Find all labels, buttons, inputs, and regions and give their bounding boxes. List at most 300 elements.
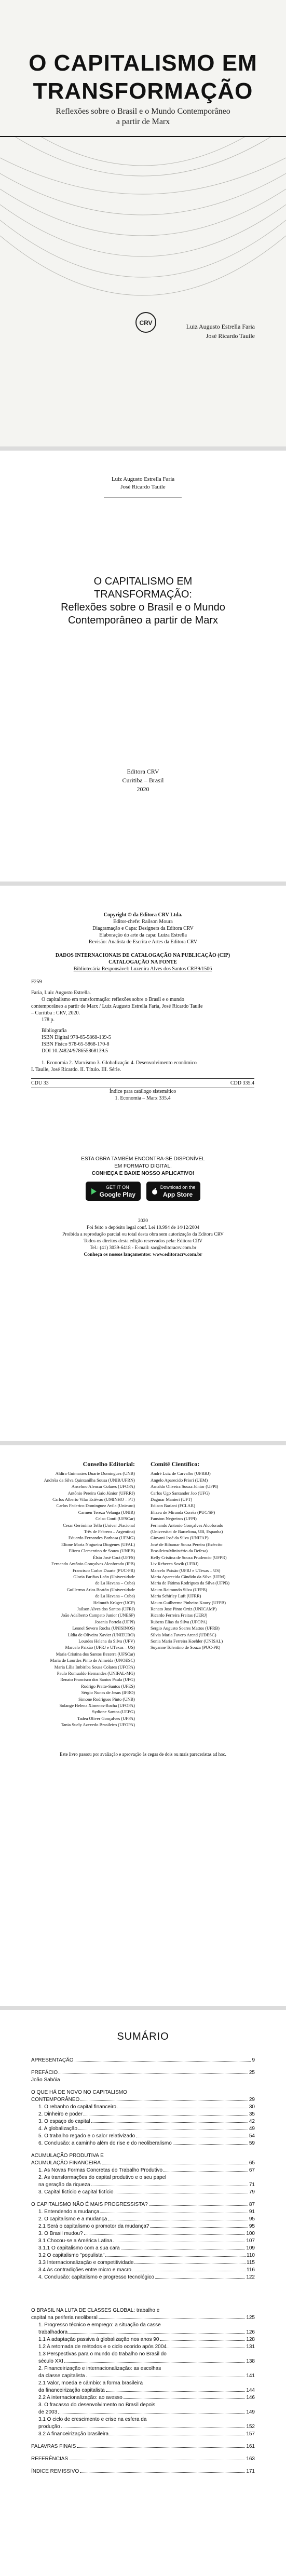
title-page-title <box>0 575 286 627</box>
toc-entry[interactable] <box>31 2181 255 2189</box>
editorial-council-member: de La Havana – Cuba) <box>95 1593 135 1599</box>
crv-logo <box>135 311 157 333</box>
toc-entry[interactable] <box>31 2245 255 2252</box>
toc-entry[interactable] <box>31 2402 255 2409</box>
cover-subtitle-line2: a partir de Marx <box>116 117 170 126</box>
toc-leader-dots <box>75 2061 251 2062</box>
toc-entry-title: 1. As Novas Formas Concretas do Trabalho Produtivo <box>38 2167 163 2173</box>
title-page <box>0 451 286 882</box>
toc-entry[interactable] <box>31 2216 255 2223</box>
toc-entry[interactable] <box>31 2314 255 2322</box>
editorial-council-member: Elizeu Clementino de Souza (UNEB) <box>69 1548 135 1554</box>
toc-entry[interactable] <box>31 2365 255 2372</box>
scientific-committee-member: Rubens Elias da Silva (UFOPA) <box>151 1619 208 1624</box>
toc-entry-title: 5. O trabalho regado e o salor relativizado <box>38 2133 135 2139</box>
toc-entry[interactable] <box>31 2468 255 2475</box>
toc-page <box>0 2010 286 2576</box>
editorial-council-member: Tania Suely Azevedo Brasileiro (UFOPA) <box>61 1722 135 1728</box>
scientific-committee-member: Ricardo Ferreira Freitas (UERJ) <box>151 1612 208 1618</box>
editorial-council-member: Sérgio Nunes de Jesus (IFRO) <box>81 1690 135 1696</box>
editorial-council-member: Maria de Lourdes Pinto de Almeida (UNOESC) <box>50 1658 135 1663</box>
toc-leader-dots <box>69 2333 245 2334</box>
editorial-council-member: Celso Conti (UFSCar) <box>95 1516 135 1522</box>
editorial-council-member: Fernando Antônio Gonçalves Alcoforado (IPB) <box>51 1561 135 1567</box>
legal-block <box>0 1218 286 1258</box>
cip-class-row <box>31 1078 254 1088</box>
cip-isbn-digital: ISBN Digital 978-65-5868-139-5 <box>42 1035 111 1040</box>
scientific-committee-member: Elizeu de Miranda Corrêa (PUC/SP) <box>151 1509 215 1515</box>
toc-entry[interactable] <box>31 2336 255 2343</box>
editorial-council-list <box>21 1470 135 1728</box>
toc-entry[interactable] <box>31 2443 255 2450</box>
crv-logo-text: CRV <box>139 319 153 327</box>
toc-entry-title: 2. As transformações do capital produtivo e o seu papel <box>38 2175 167 2180</box>
scientific-committee-member: Renato Jose Pinto Ortiz (UNICAMP) <box>151 1606 217 1611</box>
credits-block <box>0 912 286 945</box>
toc-entry[interactable] <box>31 2423 255 2431</box>
toc-leader-dots <box>80 2100 248 2101</box>
app-store-badge[interactable] <box>146 1182 201 1201</box>
toc-entry-title: 1. Entendendo a mudança <box>38 2209 100 2215</box>
toc-entry-title: 2.1 Valor, moeda e câmbio: a forma brasileira <box>38 2380 143 2386</box>
toc-entry[interactable] <box>31 2394 255 2402</box>
toc-entry-title: da classe capitalista <box>38 2373 85 2379</box>
toc-entry-page: 161 <box>246 2444 255 2449</box>
scientific-committee-member: Suyanne Tolentino de Souza (PUC-PR) <box>151 1645 221 1650</box>
toc-entry-page: 122 <box>246 2274 255 2280</box>
editorial-council-member: Tadeu Oliver Gonçalves (UFPA) <box>77 1715 135 1721</box>
toc-entry-page: 110 <box>247 2253 255 2258</box>
toc-spacer <box>31 2064 255 2069</box>
cover-title <box>0 49 286 105</box>
editorial-council-member: Simone Rodrigues Pinto (UNB) <box>78 1696 135 1702</box>
editorial-council-member: de La Havana – Cuba) <box>95 1580 135 1586</box>
scientific-committee-member: Kelly Cristina de Souza Prudencio (UFPR) <box>151 1554 227 1560</box>
toc-entry-title: O BRASIL NA LUTA DE CLASSES GLOBAL: trabalho e <box>31 2308 160 2313</box>
toc-entry[interactable] <box>31 2077 255 2084</box>
toc-entry[interactable] <box>31 2387 255 2394</box>
toc-entry[interactable] <box>31 2174 255 2181</box>
editorial-council-member: Leonel Severo Rocha (UNISINOS) <box>72 1625 135 1631</box>
toc-leader-dots <box>134 2263 246 2264</box>
toc-entry[interactable] <box>31 2343 255 2351</box>
editorial-council-member: Guillermo Arias Beatón (Universidade <box>66 1587 135 1592</box>
scientific-committee-member: Arnaldo Oliveira Souza Júnior (UFPI) <box>151 1484 219 1489</box>
toc-entry-page: 30 <box>249 2104 255 2110</box>
toc-entry[interactable] <box>31 2089 255 2096</box>
editorial-council-member: Maria Cristina dos Santos Bezerra (UFSCar) <box>56 1651 135 1657</box>
scientific-committee-member: Maria Schirley Luft (UFRR) <box>151 1593 201 1599</box>
cover-title-line2: TRANSFORMAÇÃO <box>33 78 253 104</box>
toc-entry-page: 35 <box>249 2111 255 2117</box>
scientific-committee-member: Edison Bariani (FCLAR) <box>151 1503 195 1509</box>
toc-entry-title: de 2003 <box>38 2409 58 2415</box>
toc-entry[interactable] <box>31 2167 255 2174</box>
cip-subjects1: 1. Economia 2. Marxismo 3. Globalização 4. Desenvolvimento econômico <box>42 1060 197 1066</box>
toc-entry-title: 1.2 A retomada de métodos e o ciclo ocorido após 2004 <box>38 2344 167 2350</box>
cover-subtitle <box>0 106 286 127</box>
toc-entry-title: PREFÁCIO <box>31 2070 58 2076</box>
toc-entry[interactable] <box>31 2201 255 2208</box>
toc-entry[interactable] <box>31 2125 255 2133</box>
toc-entry-title: 3.3 Internacionalização e competitividade <box>38 2260 134 2266</box>
toc-entry[interactable] <box>31 2416 255 2423</box>
editorial-council-member: Lídia de Oliveira Xavier (UNIEURO) <box>67 1632 135 1637</box>
scientific-committee-member: Liv Rebecca Sovik (UFRJ) <box>151 1561 199 1567</box>
store-badges <box>0 1182 286 1201</box>
cip-desc3: – Curitiba : CRV, 2020. <box>31 1010 80 1016</box>
toc-entry-title: 3.1.1 O capitalismo com a sua cara <box>38 2245 120 2251</box>
toc-entry-title: 3.1 Chocou-se a América Latina <box>38 2238 113 2244</box>
toc-entry-page: 100 <box>246 2231 255 2236</box>
copyright-line: Copyright © da Editora CRV Ltda. <box>103 912 183 918</box>
toc-entry[interactable] <box>31 2274 255 2281</box>
toc-entry-page: 138 <box>246 2358 255 2364</box>
toc-entry-page: 95 <box>249 2224 255 2229</box>
toc-entry-title: 3.4 As contradições entre micro e macro <box>38 2267 131 2273</box>
editorial-council-member: Solange Helena Ximenes-Rocha (UFOPA) <box>59 1703 135 1709</box>
toc-entry-page: 115 <box>247 2260 255 2266</box>
ebook-line2: EM FORMATO DIGITAL. <box>114 1163 172 1169</box>
scientific-committee <box>151 1461 265 1651</box>
toc-entry-page: 95 <box>249 2216 255 2222</box>
ebook-notice <box>0 1156 286 1201</box>
toc-entry-title: 1.3 Perspectivas para o mundo do trabalho no Brasil do <box>38 2351 167 2357</box>
layout-line: Diagramação e Capa: Designers da Editora CRV <box>92 926 194 931</box>
toc-entry[interactable] <box>31 2329 255 2336</box>
editorial-council-member: Francisco Carlos Duarte (PUC-PR) <box>72 1567 135 1573</box>
toc-entry-page: 42 <box>249 2119 255 2124</box>
title-page-title-line2: TRANSFORMAÇÃO: <box>94 589 192 600</box>
toc-list-part1 <box>31 2057 255 2281</box>
toc-entry-title: REFERÊNCIAS <box>31 2456 69 2462</box>
app-store-small: Download on the <box>160 1185 196 1190</box>
toc-entry[interactable] <box>31 2208 255 2216</box>
cip-doi: DOI 10.24824/978655868139.5 <box>42 1048 108 1054</box>
title-page-title-line4: Contemporâneo a partir de Marx <box>67 615 219 626</box>
editorial-council-member: Carlos Alberto Vilar Estêvão (UMINHO – PT) <box>52 1497 135 1502</box>
toc-leader-dots <box>173 2144 248 2145</box>
editorial-council-member: Paulo Romualdo Hernandes (UNIFAL-MG) <box>57 1671 135 1676</box>
toc-entry[interactable] <box>31 2409 255 2416</box>
toc-entry-title: 1. O rebanho do capital financeiro <box>38 2104 117 2110</box>
editorial-council-member: Antônio Pereira Gaio Júnior (UFRRJ) <box>67 1490 135 1496</box>
toc-entry-title: trabalhadora <box>38 2329 68 2335</box>
cip-code: F259 <box>31 979 42 985</box>
toc-leader-dots <box>58 2413 245 2414</box>
toc-entry[interactable] <box>31 2372 255 2380</box>
legal-site: Conheça os nossos lançamentos: www.editoracrv.com.br <box>84 1252 202 1257</box>
cip-bibliography: Bibliografia <box>42 1028 67 1034</box>
toc-list-part2 <box>31 2307 255 2475</box>
editorial-council-title: Conselho Editorial: <box>83 1460 135 1468</box>
toc-entry-title: ÍNDICE REMISSIVO <box>31 2469 79 2474</box>
scientific-committee-member: Marcelo Paixão (UFRJ e UTexas – US) <box>151 1567 221 1573</box>
toc-entry-page: 144 <box>246 2388 255 2393</box>
toc-entry-page: 149 <box>246 2409 255 2415</box>
toc-entry-page: 171 <box>246 2469 255 2474</box>
ebook-line1: ESTA OBRA TAMBÉM ENCONTRA-SE DISPONÍVEL <box>81 1156 205 1162</box>
toc-leader-dots <box>149 2205 248 2206</box>
toc-leader-dots <box>91 2122 248 2123</box>
toc-entry-title: 3. Capital fictício e capital fictício <box>38 2189 114 2195</box>
editorial-council-member: Três de Febrero – Argentina) <box>84 1529 135 1535</box>
scientific-committee-title: Comitê Científico: <box>151 1460 200 1468</box>
toc-entry[interactable] <box>31 2104 255 2111</box>
toc-spacer <box>31 2196 255 2201</box>
cover-page <box>0 0 286 446</box>
editorial-council-member: Helmuth Krüger (UCP) <box>93 1599 135 1605</box>
toc-entry-title: 3.2 O capitalismo "populista" <box>38 2253 105 2258</box>
toc-entry-page: 116 <box>247 2267 255 2273</box>
title-page-author1: Luiz Augusto Estrella Faria <box>111 476 175 482</box>
copyright-page <box>0 886 286 1441</box>
toc-entry[interactable] <box>31 2223 255 2230</box>
toc-spacer <box>31 2084 255 2089</box>
toc-entry[interactable] <box>31 2140 255 2147</box>
toc-entry-page: 141 <box>246 2373 255 2379</box>
cip-catalog <box>31 952 254 1102</box>
toc-entry[interactable] <box>31 2230 255 2238</box>
cip-title1: DADOS INTERNACIONAIS DE CATALOGAÇÃO NA PUBLICAÇÃO (CIP) <box>55 953 230 958</box>
toc-entry[interactable] <box>31 2351 255 2358</box>
toc-entry[interactable] <box>31 2259 255 2267</box>
scientific-committee-member: José de Ribamar Sousa Pereira (Exército <box>151 1541 223 1547</box>
cip-desc1: O capitalismo em transformação: reflexões sobre o Brasil e o mundo <box>42 997 184 1002</box>
toc-leader-dots <box>155 2278 245 2279</box>
toc-entry-page: 91 <box>249 2209 255 2215</box>
toc-entry-title: 4. Conclusão: capitalismo e progresso tecnológico <box>38 2274 154 2280</box>
cip-title3: Bibliotecária Responsável: Luzenira Alves dos Santos CRB9/1506 <box>73 966 212 972</box>
toc-entry[interactable] <box>31 2096 255 2104</box>
toc-entry[interactable] <box>31 2322 255 2329</box>
cip-pages: 178 p. <box>42 1017 55 1023</box>
toc-entry[interactable] <box>31 2307 255 2314</box>
toc-leader-dots <box>84 2234 246 2235</box>
google-play-label: Google Play <box>99 1191 135 1198</box>
editorial-council-member: Andréia da Silva Quintanilha Sousa (UNIR/UFRN) <box>44 1477 135 1483</box>
editorial-council-member: Sydione Santos (UEPG) <box>92 1709 135 1715</box>
toc-entry-title: O QUE HÁ DE NOVO NO CAPITALISMO <box>31 2090 127 2095</box>
title-page-author2: José Ricardo Tauile <box>120 484 166 490</box>
toc-spacer <box>31 2438 255 2443</box>
toc-entry[interactable] <box>31 2069 255 2077</box>
scientific-committee-member: Carlos Ugo Santander Joo (UFG) <box>151 1490 210 1496</box>
editorial-council-member: João Adalberto Campato Junior (UNESP) <box>61 1612 135 1618</box>
editorial-council-member: Josania Portela (UFPI) <box>94 1619 135 1624</box>
toc-leader-dots <box>164 2171 248 2172</box>
toc-entry[interactable] <box>31 2111 255 2118</box>
toc-entry-title: ACUMULAÇÃO FINANCEIRA <box>31 2160 101 2166</box>
peer-review-note: Este livro passou por avaliação e aprovação às cegas de dois ou mais pareceristas ad hoc. <box>60 1752 226 1757</box>
toc-entry[interactable] <box>31 2431 255 2438</box>
toc-entry[interactable] <box>31 2189 255 2196</box>
toc-entry[interactable] <box>31 2358 255 2365</box>
review-line: Revisão: Analista de Escrita e Artes da Editora CRV <box>88 939 198 945</box>
scientific-committee-member: Dagmar Manieri (UFT) <box>151 1497 193 1502</box>
editorial-council-member: Carmen Tereza Velanga (UNIR) <box>78 1509 135 1515</box>
google-play-small: GET IT ON <box>105 1185 129 1190</box>
toc-entry-page: 67 <box>249 2167 255 2173</box>
toc-entry-page: 71 <box>249 2182 255 2188</box>
toc-entry-title: 2. Financeirização e internacionalização: as escolhas <box>38 2366 161 2371</box>
toc-leader-dots <box>150 2227 248 2228</box>
cip-desc2: contemporâneo a partir de Marx / Luiz Augusto Estrella Faria, José Ricardo Tauile <box>31 1004 203 1009</box>
toc-entry-title: 3. O fracasso do desenvolvimento no Brasil depois <box>38 2402 156 2408</box>
council-page <box>0 1445 286 2006</box>
editorial-council-member: Anselmo Alencar Colares (UFOPA) <box>71 1484 135 1489</box>
scientific-committee-member: Angelo Aparecido Priori (UEM) <box>151 1477 208 1483</box>
title-page-publisher: Editora CRV <box>127 768 159 775</box>
toc-entry-page: 126 <box>246 2329 255 2335</box>
toc-leader-dots <box>124 2398 246 2399</box>
scientific-committee-member: André Luiz de Carvalho (UFRRJ) <box>151 1471 211 1476</box>
toc-leader-dots <box>80 2472 245 2473</box>
toc-entry-page: 157 <box>246 2431 255 2437</box>
toc-entry-title: 2. Dinheiro e poder <box>38 2111 83 2117</box>
legal-reproduction: Proibida a reprodução parcial ou total desta obra sem autorização da Editora CRV <box>62 1232 224 1237</box>
scientific-committee-member: Fauston Negreiros (UFPI) <box>151 1516 197 1522</box>
cover-title-line1: O CAPITALISMO EM <box>29 50 257 76</box>
cover-authors <box>186 322 255 341</box>
scientific-committee-member: Sergio Augusto Soares Mattos (UFRB) <box>151 1625 220 1631</box>
title-page-imprint <box>0 767 286 794</box>
toc-entry[interactable] <box>31 2380 255 2387</box>
toc-entry-page: 25 <box>249 2070 255 2076</box>
google-play-icon <box>91 1188 97 1195</box>
toc-leader-dots <box>105 2256 246 2257</box>
toc-entry-page: 59 <box>249 2140 255 2146</box>
editorial-council-member: Marcelo Paixão (UFRJ e UTexas – US) <box>65 1645 135 1650</box>
editorial-council-member: Gloria Fariñas León (Universidade <box>73 1574 135 1579</box>
toc-entry-title: século XXI <box>38 2358 63 2364</box>
toc-entry-title: da financeirização capitalista <box>38 2388 105 2393</box>
toc-entry-page: 9 <box>252 2057 255 2063</box>
toc-entry[interactable] <box>31 2152 255 2160</box>
toc-entry[interactable] <box>31 2133 255 2140</box>
title-page-rule <box>104 497 182 498</box>
cover-author2: José Ricardo Tauile <box>206 332 255 340</box>
editorial-council-member: Elione Maria Nogueira Diogenes (UFAL) <box>61 1541 135 1547</box>
scientific-committee-list <box>151 1470 265 1650</box>
cover-subtitle-line1: Reflexões sobre o Brasil e o Mundo Contemporâneo <box>56 107 230 116</box>
scientific-committee-member: Maria de Fátima Rodrigues da Silva (UFPB) <box>151 1580 230 1586</box>
toc-entry-title: 3.2 A financeirização brasileira <box>38 2431 109 2437</box>
editorial-council <box>21 1461 135 1728</box>
toc-spacer <box>31 2463 255 2468</box>
toc-entry-title: O CAPITALISMO NÃO É MAIS PROGRESSISTA? <box>31 2202 148 2207</box>
toc-entry-page: 107 <box>246 2238 255 2244</box>
toc-entry-page: 146 <box>246 2395 255 2401</box>
toc-entry-page: 49 <box>249 2126 255 2132</box>
toc-entry-title: 3.1 O ciclo de crescimento e crise na esfera da <box>38 2417 147 2422</box>
toc-entry-page: 29 <box>249 2097 255 2103</box>
toc-entry-title: PALAVRAS FINAIS <box>31 2444 76 2449</box>
toc-entry-page: 131 <box>246 2344 255 2350</box>
cip-index-title: Índice para catálogo sistemático <box>109 1089 176 1094</box>
toc-entry[interactable] <box>31 2238 255 2245</box>
toc-entry-title: 4. A globalização <box>38 2126 78 2132</box>
cip-cdu: CDU 33 <box>31 1080 49 1086</box>
toc-heading: SUMÁRIO <box>117 2031 169 2042</box>
scientific-committee-member: Silvia Maria Favero Arend (UDESC) <box>151 1632 216 1637</box>
scientific-committee-member: (Universitat de Barcelona, UB, Espanha) <box>151 1529 223 1535</box>
editorial-council-member: Cesar Gerónimo Tello (Univer .Nacional <box>63 1522 135 1528</box>
toc-leader-dots <box>77 2447 245 2448</box>
scientific-committee-member: Mauro Guilherme Pinheiro Koury (UFPB) <box>151 1599 226 1605</box>
editor-line: Editor-chefe: Railson Moura <box>113 919 173 925</box>
toc-entry-page: 152 <box>246 2424 255 2430</box>
toc-entry-page: 163 <box>246 2456 255 2462</box>
toc-leader-dots <box>106 2391 245 2392</box>
toc-leader-dots <box>59 2073 248 2074</box>
editorial-council-member: Aldira Guimarães Duarte Domínguez (UNB) <box>55 1471 135 1476</box>
toc-entry-title: 2.1 Será o capitalismo o promotor da mudança? <box>38 2224 149 2229</box>
google-play-badge[interactable] <box>86 1182 141 1201</box>
toc-entry-title: 2.2 A internacionalização: ao avesso <box>38 2395 122 2401</box>
cip-cdd: CDD 335.4 <box>230 1080 254 1086</box>
editorial-council-member: Eduardo Fernandes Barbosa (UFMG) <box>68 1535 135 1541</box>
cip-author: Faria, Luiz Augusto Estrella. <box>31 990 91 996</box>
toc-entry-title: na geração da riqueza <box>38 2182 90 2188</box>
editorial-council-member: Renato Francisco dos Santos Paula (UFG) <box>60 1677 135 1683</box>
toc-entry[interactable] <box>31 2057 255 2064</box>
toc-entry-title: 2. O capitalismo e a mudança <box>38 2216 107 2222</box>
toc-entry-title: 1.1 A adaptação passiva à globalização nos anos 90 <box>38 2337 159 2342</box>
cover-author1: Luiz Augusto Estrella Faria <box>186 323 255 330</box>
editorial-council-member: Élsio José Corá (UFFS) <box>93 1554 135 1560</box>
toc-entry[interactable] <box>31 2160 255 2167</box>
toc-entry-title: ACUMULAÇÃO PRODUTIVA E <box>31 2153 104 2159</box>
title-page-year: 2020 <box>137 785 149 793</box>
toc-entry[interactable] <box>31 2267 255 2274</box>
cip-index-entry: 1. Economia – Marx 335.4 <box>115 1095 171 1101</box>
toc-entry-title: capital na periferia neoliberal <box>31 2315 98 2321</box>
title-page-title-line3: Reflexões sobre o Brasil e o Mundo <box>61 602 225 613</box>
cover-art-line: Elaboração do arte da capa: Luiza Estrella <box>99 932 187 938</box>
toc-leader-dots <box>84 2115 248 2116</box>
toc-entry-title: 3. O espaço do capital <box>38 2119 90 2124</box>
cip-title2: CATALOGAÇÃO NA FONTE <box>108 959 177 965</box>
toc-entry-title: João Sabóia <box>31 2077 60 2083</box>
toc-entry[interactable] <box>31 2118 255 2125</box>
ebook-line3: CONHEÇA E BAIXE NOSSO APLICATIVO! <box>91 1171 195 1176</box>
toc-entry-page: 87 <box>249 2202 255 2207</box>
toc-entry-page: 65 <box>249 2160 255 2166</box>
scientific-committee-member: Fernando Antonio Gonçalves Alcoforado <box>151 1522 223 1528</box>
app-store-label: App Store <box>162 1191 193 1198</box>
scientific-committee-member: Maria Aparecida Cândido da Silva (UEM) <box>151 1574 226 1579</box>
scientific-committee-member: Brasileiro/Ministério da Defesa) <box>151 1548 208 1554</box>
toc-entry-title: 3. O Brasil mudou? <box>38 2231 83 2236</box>
toc-entry-title: 6. Conclusão: a caminho além do rise e do neoliberalismo <box>38 2140 172 2146</box>
scientific-committee-member: Sonia Maria Ferreira Koehler (UNISAL) <box>151 1638 223 1644</box>
toc-entry-title: APRESENTAÇÃO <box>31 2057 74 2063</box>
toc-entry-title: 1. Progresso técnico e emprego: a situação da casse <box>38 2322 161 2328</box>
editorial-council-member: Jailson Alves dos Santos (UFRJ) <box>77 1606 135 1611</box>
editorial-council-member: Carlos Federico Dominguez Avila (Unieuro) <box>56 1503 135 1509</box>
legal-contact: Tel.: (41) 3039-6418 - E-mail: sac@editoracrv.com.br <box>89 1245 197 1251</box>
toc-entry[interactable] <box>31 2456 255 2463</box>
toc-entry[interactable] <box>31 2252 255 2259</box>
scientific-committee-member: Mauro Raimundo Silva (UFPB) <box>151 1587 207 1592</box>
cip-subjects2: I. Tauile, José Ricardo. II. Título. III. Série. <box>31 1067 121 1073</box>
toc-leader-dots <box>64 2362 246 2363</box>
toc-entry-page: 54 <box>249 2133 255 2139</box>
toc-entry-title: CONTEMPORÂNEO <box>31 2097 80 2103</box>
toc-entry-page: 79 <box>249 2189 255 2195</box>
toc-entry-page: 128 <box>246 2337 255 2342</box>
